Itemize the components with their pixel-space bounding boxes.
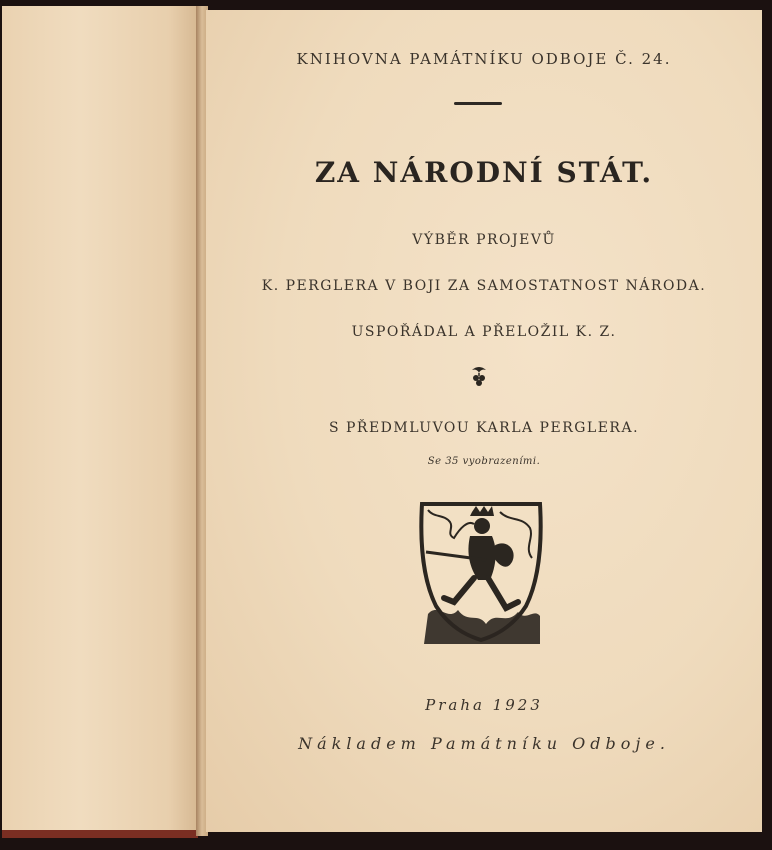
subtitle-line-2: K. PERGLERA V BOJI ZA SAMOSTATNOST NÁRODA. [261, 278, 707, 294]
left-page [2, 6, 198, 838]
subtitle-line-1: VÝBĚR PROJEVŮ [412, 232, 556, 248]
crowned-figure-shield-emblem [414, 498, 548, 644]
place-year: Praha 1923 [425, 696, 543, 714]
title-page [206, 10, 762, 832]
page-title: ZA NÁRODNÍ STÁT. [314, 156, 654, 189]
preface-line: S PŘEDMLUVOU KARLA PERGLERA. [328, 420, 640, 436]
divider-rule [454, 102, 502, 105]
illustrations-note: Se 35 vyobrazeními. [427, 456, 541, 467]
publisher-line: Nákladem Památníku Odboje. [298, 734, 670, 753]
series-heading: KNIHOVNA PAMÁTNÍKU ODBOJE Č. 24. [296, 50, 672, 68]
subtitle-line-3: USPOŘÁDAL A PŘELOŽIL K. Z. [351, 324, 617, 340]
fleuron-ornament-icon [468, 364, 490, 392]
